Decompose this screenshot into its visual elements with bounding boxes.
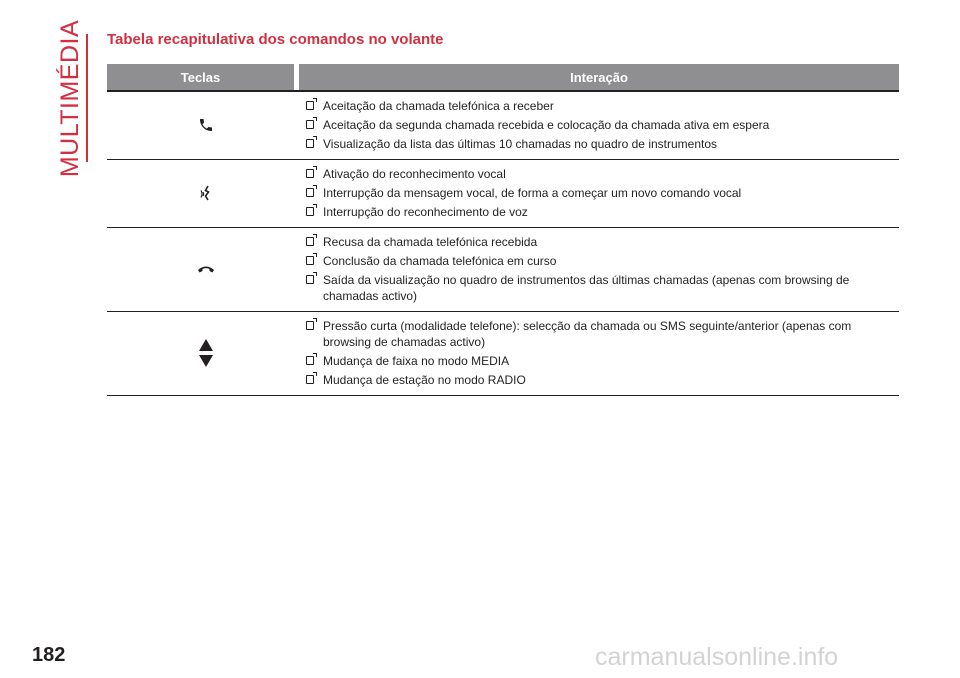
table-row	[107, 312, 899, 396]
voice-command-icon	[198, 184, 214, 202]
list-item: Recusa da chamada telefónica recebida	[305, 234, 891, 250]
header-interaction: Interação	[299, 64, 899, 90]
interaction-cell	[305, 160, 899, 227]
checkbox-bullet-icon	[306, 256, 314, 265]
list-item: Mudança de estação no modo RADIO	[305, 372, 891, 388]
checkbox-bullet-icon	[306, 321, 314, 330]
table-row	[107, 92, 899, 160]
section-label: MULTIMÉDIA	[56, 19, 85, 177]
checkbox-bullet-icon	[306, 188, 314, 197]
list-item: Ativação do reconhecimento vocal	[305, 166, 891, 182]
list-item: Aceitação da segunda chamada recebida e colocação da chamada ativa em espera	[305, 117, 891, 133]
list-item: Saída da visualização no quadro de instrumentos das últimas chamadas (apenas com browsing de chamadas activo)	[305, 272, 891, 304]
checkbox-bullet-icon	[306, 139, 314, 148]
section-divider	[86, 34, 88, 162]
arrow-down-icon	[199, 355, 213, 367]
checkbox-bullet-icon	[306, 275, 314, 284]
checkbox-bullet-icon	[306, 169, 314, 178]
checkbox-bullet-icon	[306, 207, 314, 216]
list-item: Mudança de faixa no modo MEDIA	[305, 353, 891, 369]
list-item: Aceitação da chamada telefónica a receber	[305, 98, 891, 114]
checkbox-bullet-icon	[306, 101, 314, 110]
arrow-up-icon	[199, 339, 213, 351]
phone-hangup-icon	[197, 264, 215, 274]
header-keys: Teclas	[107, 64, 294, 90]
checkbox-bullet-icon	[306, 356, 314, 365]
list-item: Pressão curta (modalidade telefone): selecção da chamada ou SMS seguinte/anterior (apenas com browsing de chamadas activo)	[305, 318, 891, 350]
table-row	[107, 160, 899, 228]
interaction-cell	[305, 312, 899, 395]
interaction-cell	[305, 92, 899, 159]
key-cell	[107, 92, 305, 159]
table-header	[107, 64, 899, 90]
phone-answer-icon	[198, 117, 214, 133]
list-item: Interrupção da mensagem vocal, de forma a começar um novo comando vocal	[305, 185, 891, 201]
table-row	[107, 228, 899, 312]
list-item: Visualização da lista das últimas 10 chamadas no quadro de instrumentos	[305, 136, 891, 152]
up-down-arrows-icon	[199, 339, 213, 367]
commands-table	[107, 64, 899, 396]
checkbox-bullet-icon	[306, 120, 314, 129]
interaction-cell	[305, 228, 899, 311]
watermark: carmanualsonline.info	[595, 643, 839, 671]
checkbox-bullet-icon	[306, 237, 314, 246]
list-item: Interrupção do reconhecimento de voz	[305, 204, 891, 220]
key-cell	[107, 312, 305, 395]
checkbox-bullet-icon	[306, 375, 314, 384]
list-item: Conclusão da chamada telefónica em curso	[305, 253, 891, 269]
page-number: 182	[32, 644, 66, 666]
page-title: Tabela recapitulativa dos comandos no volante	[107, 31, 444, 48]
section-side-label	[52, 19, 90, 177]
key-cell	[107, 160, 305, 227]
key-cell	[107, 228, 305, 311]
